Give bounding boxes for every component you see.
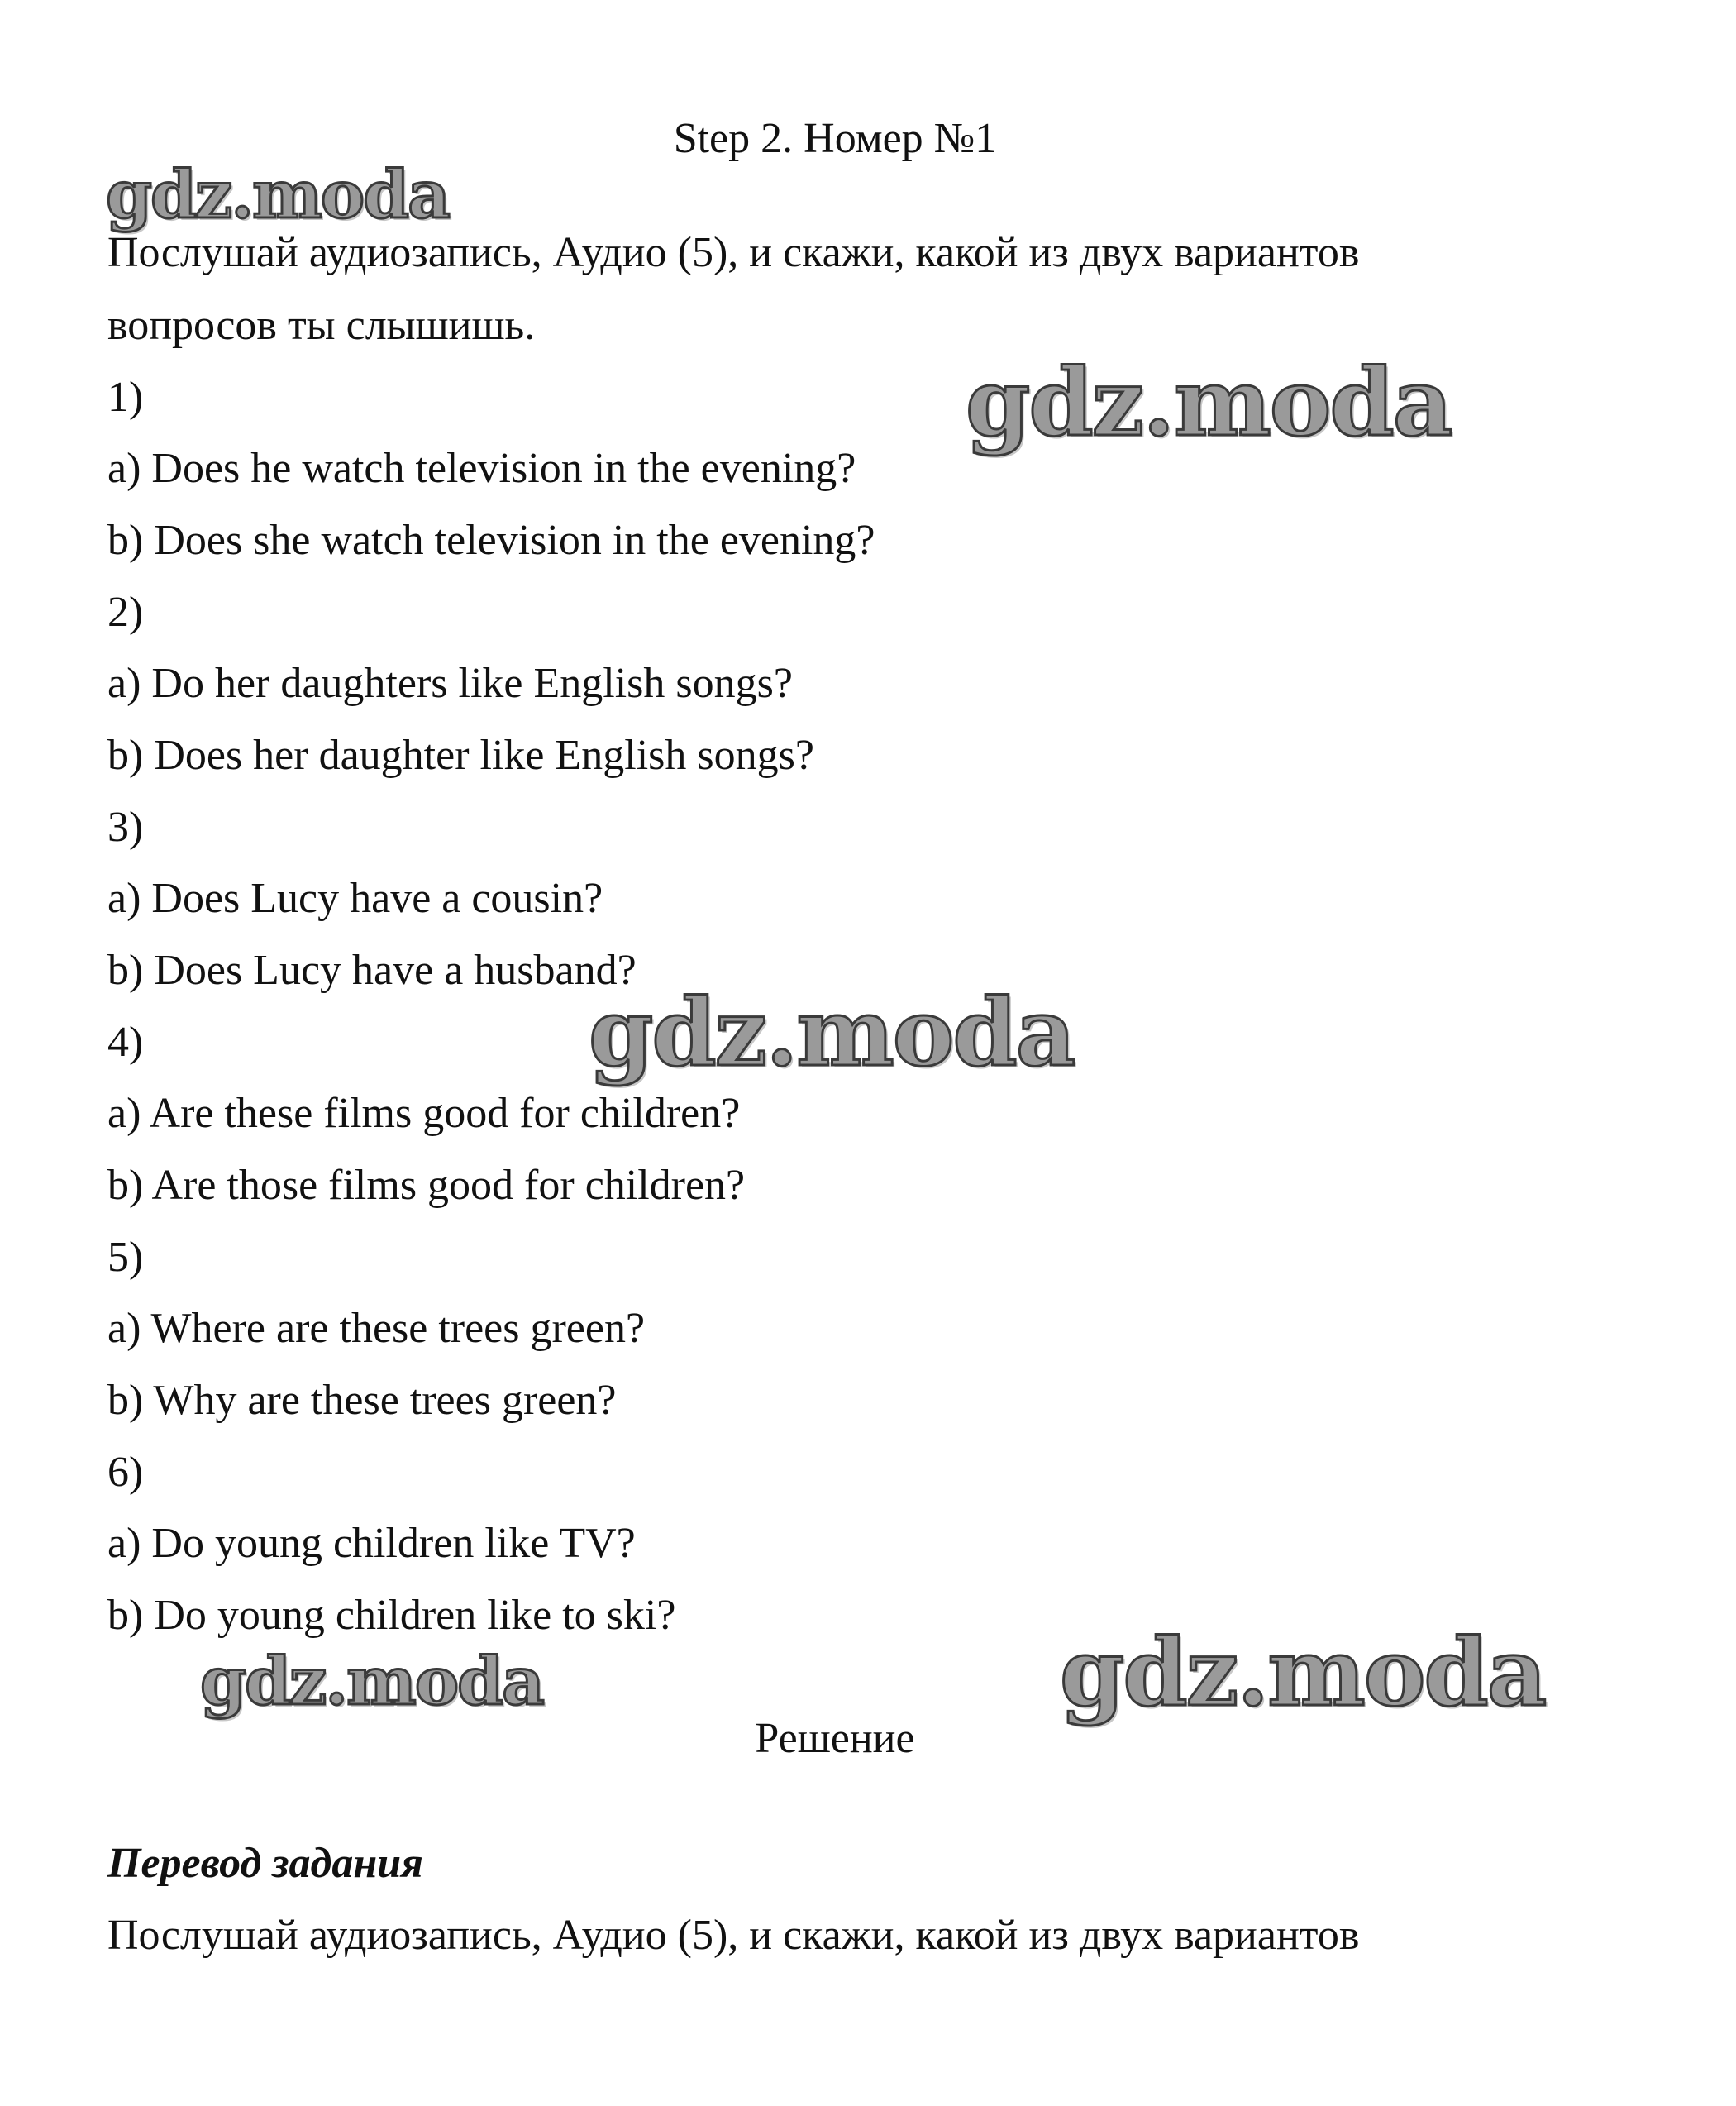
question-6-option-a: a) Do young children like TV? <box>107 1520 636 1567</box>
question-3-number: 3) <box>107 804 144 851</box>
question-2-option-b: b) Does her daughter like English songs? <box>107 732 814 779</box>
question-3-option-a: a) Does Lucy have a cousin? <box>107 875 603 922</box>
watermark-logo: gdz.moda <box>1060 1619 1546 1727</box>
page-title: Step 2. Номер №1 <box>673 115 997 162</box>
question-4-option-b: b) Are those films good for children? <box>107 1162 746 1209</box>
translation-heading: Перевод задания <box>107 1840 423 1887</box>
watermark-logo: gdz.moda <box>966 349 1452 457</box>
question-5-option-a: a) Where are these trees green? <box>107 1305 646 1352</box>
question-1-number: 1) <box>107 374 144 421</box>
question-6-number: 6) <box>107 1449 144 1496</box>
task-intro-line-2: вопросов ты слышишь. <box>107 302 536 349</box>
question-6-option-b: b) Do young children like to ski? <box>107 1592 676 1639</box>
task-intro-line-1: Послушай аудиозапись, Аудио (5), и скажи, какой из двух вариантов <box>107 229 1360 276</box>
translation-text: Послушай аудиозапись, Аудио (5), и скажи, какой из двух вариантов <box>107 1912 1360 1959</box>
question-5-number: 5) <box>107 1234 144 1281</box>
question-5-option-b: b) Why are these trees green? <box>107 1377 617 1424</box>
question-1-option-a: a) Does he watch television in the evening? <box>107 445 856 492</box>
watermark-logo: gdz.moda <box>200 1642 543 1720</box>
watermark-logo: gdz.moda <box>106 155 449 233</box>
question-2-number: 2) <box>107 589 144 636</box>
question-2-option-a: a) Do her daughters like English songs? <box>107 660 793 707</box>
solution-heading: Решение <box>755 1715 915 1762</box>
question-4-number: 4) <box>107 1019 144 1066</box>
watermark-logo: gdz.moda <box>589 979 1075 1087</box>
question-4-option-a: a) Are these films good for children? <box>107 1090 741 1137</box>
question-3-option-b: b) Does Lucy have a husband? <box>107 947 637 994</box>
question-1-option-b: b) Does she watch television in the evening? <box>107 517 875 564</box>
